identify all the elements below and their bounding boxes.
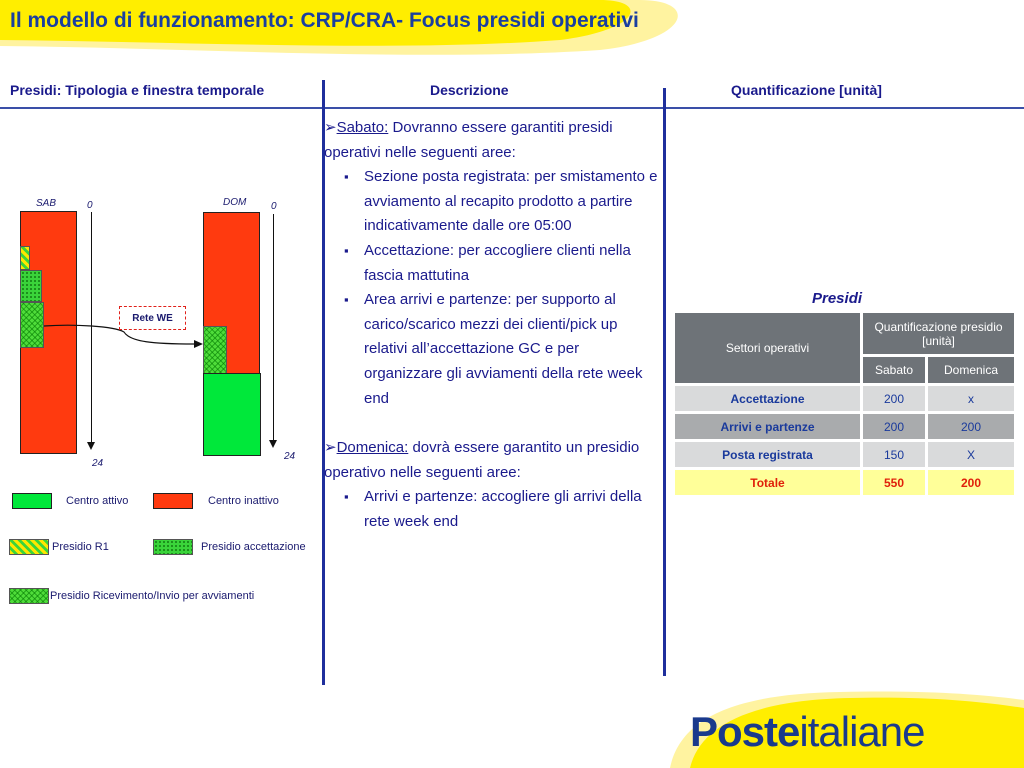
list-item: ▪ Area arrivi e partenze: per supporto al carico/scarico mezzi dei clienti/pick up relativi all’accettazione GC e per organizzare gli avviamenti della rete week end [344,288,660,411]
table-row [675,414,1014,439]
legend-inactive-label: Centro inattivo [208,495,279,507]
presidi-table [672,310,1017,498]
dom-active-bar [203,373,261,456]
header-saturday: Sabato [863,357,925,383]
dom-time-axis [273,214,274,440]
row-saturday: 200 [883,419,905,434]
legend-acceptance-swatch [153,539,193,555]
table-title: Presidi [812,290,863,307]
dom-label: DOM [223,197,247,208]
rete-we-box: Rete WE [119,306,186,330]
total-label: Totale [750,475,785,490]
sab-end-label: 24 [92,458,104,469]
row-saturday: 150 [883,447,905,462]
header-sector: Settori operativi [675,313,860,383]
legend-r1-swatch [9,539,49,555]
pointer-arrow-icon: ➢ [324,439,337,457]
sunday-keyword: Domenica: [336,439,409,457]
total-sunday: 200 [960,475,982,490]
sab-receiving-block [20,302,44,348]
row-saturday: 200 [883,391,905,406]
column-header-description: Descrizione [430,82,509,98]
page-title: Il modello di funzionamento: CRP/CRA- Focus presidi operativi [10,9,639,32]
row-sector: Accettazione [730,391,805,406]
row-sunday: 200 [960,419,982,434]
legend-acceptance-label: Presidio accettazione [201,541,306,553]
sunday-list [344,485,660,534]
saturday-text: Dovranno essere garantiti presidi operativi nelle seguenti aree: [324,119,613,161]
sab-axis-arrow-icon [87,442,95,450]
header-quantification: Quantificazione presidio [unità] [863,313,1014,354]
header-sunday: Domenica [928,357,1014,383]
list-item: ▪ Arrivi e partenze: accogliere gli arrivi della rete week end [344,485,660,534]
posteitaliane-logo: Posteitaliane [690,708,925,755]
legend-receiving-label: Presidio Ricevimento/Invio per avviamenti [50,590,255,602]
legend-inactive-swatch [153,493,193,509]
legend-active-label: Centro attivo [66,495,129,507]
saturday-list [344,165,660,411]
table-row [675,442,1014,467]
sunday-text: dovrà essere garantito un presidio operativo nelle seguenti aree: [324,439,640,481]
row-sunday: x [968,391,974,406]
row-sector: Arrivi e partenze [720,419,815,434]
row-sunday: X [966,447,975,462]
pointer-arrow-icon: ➢ [324,119,337,136]
total-saturday: 550 [883,475,905,490]
dom-axis-arrow-icon [269,440,277,448]
sab-r1-block [20,246,30,270]
saturday-keyword: Sabato: [336,119,389,136]
sab-label: SAB [36,198,57,209]
legend-active-swatch [12,493,52,509]
dom-end-label: 24 [284,451,296,462]
column-divider-right [663,88,666,676]
column-header-types: Presidi: Tipologia e finestra temporale [10,82,265,98]
dom-receiving-block [203,326,227,374]
table-total-row [675,470,1014,495]
column-header-quantification: Quantificazione [unità] [731,82,882,98]
table-row [675,386,1014,411]
saturday-paragraph [324,116,660,165]
legend-receiving-swatch [9,588,49,604]
sab-start-label: 0 [87,200,93,211]
sab-acceptance-block [20,270,42,302]
row-sector: Posta registrata [722,447,813,462]
legend-r1-label: Presidio R1 [52,541,109,553]
list-item: ▪ Accettazione: per accogliere clienti nella fascia mattutina [344,239,660,288]
header-divider [0,107,1024,109]
description-text [324,116,660,535]
sunday-paragraph [324,436,660,485]
list-item: ▪ Sezione posta registrata: per smistamento e avviamento al recapito prodotto a partire indicativamente dalle ore 05:00 [344,165,660,239]
dom-start-label: 0 [271,201,277,212]
